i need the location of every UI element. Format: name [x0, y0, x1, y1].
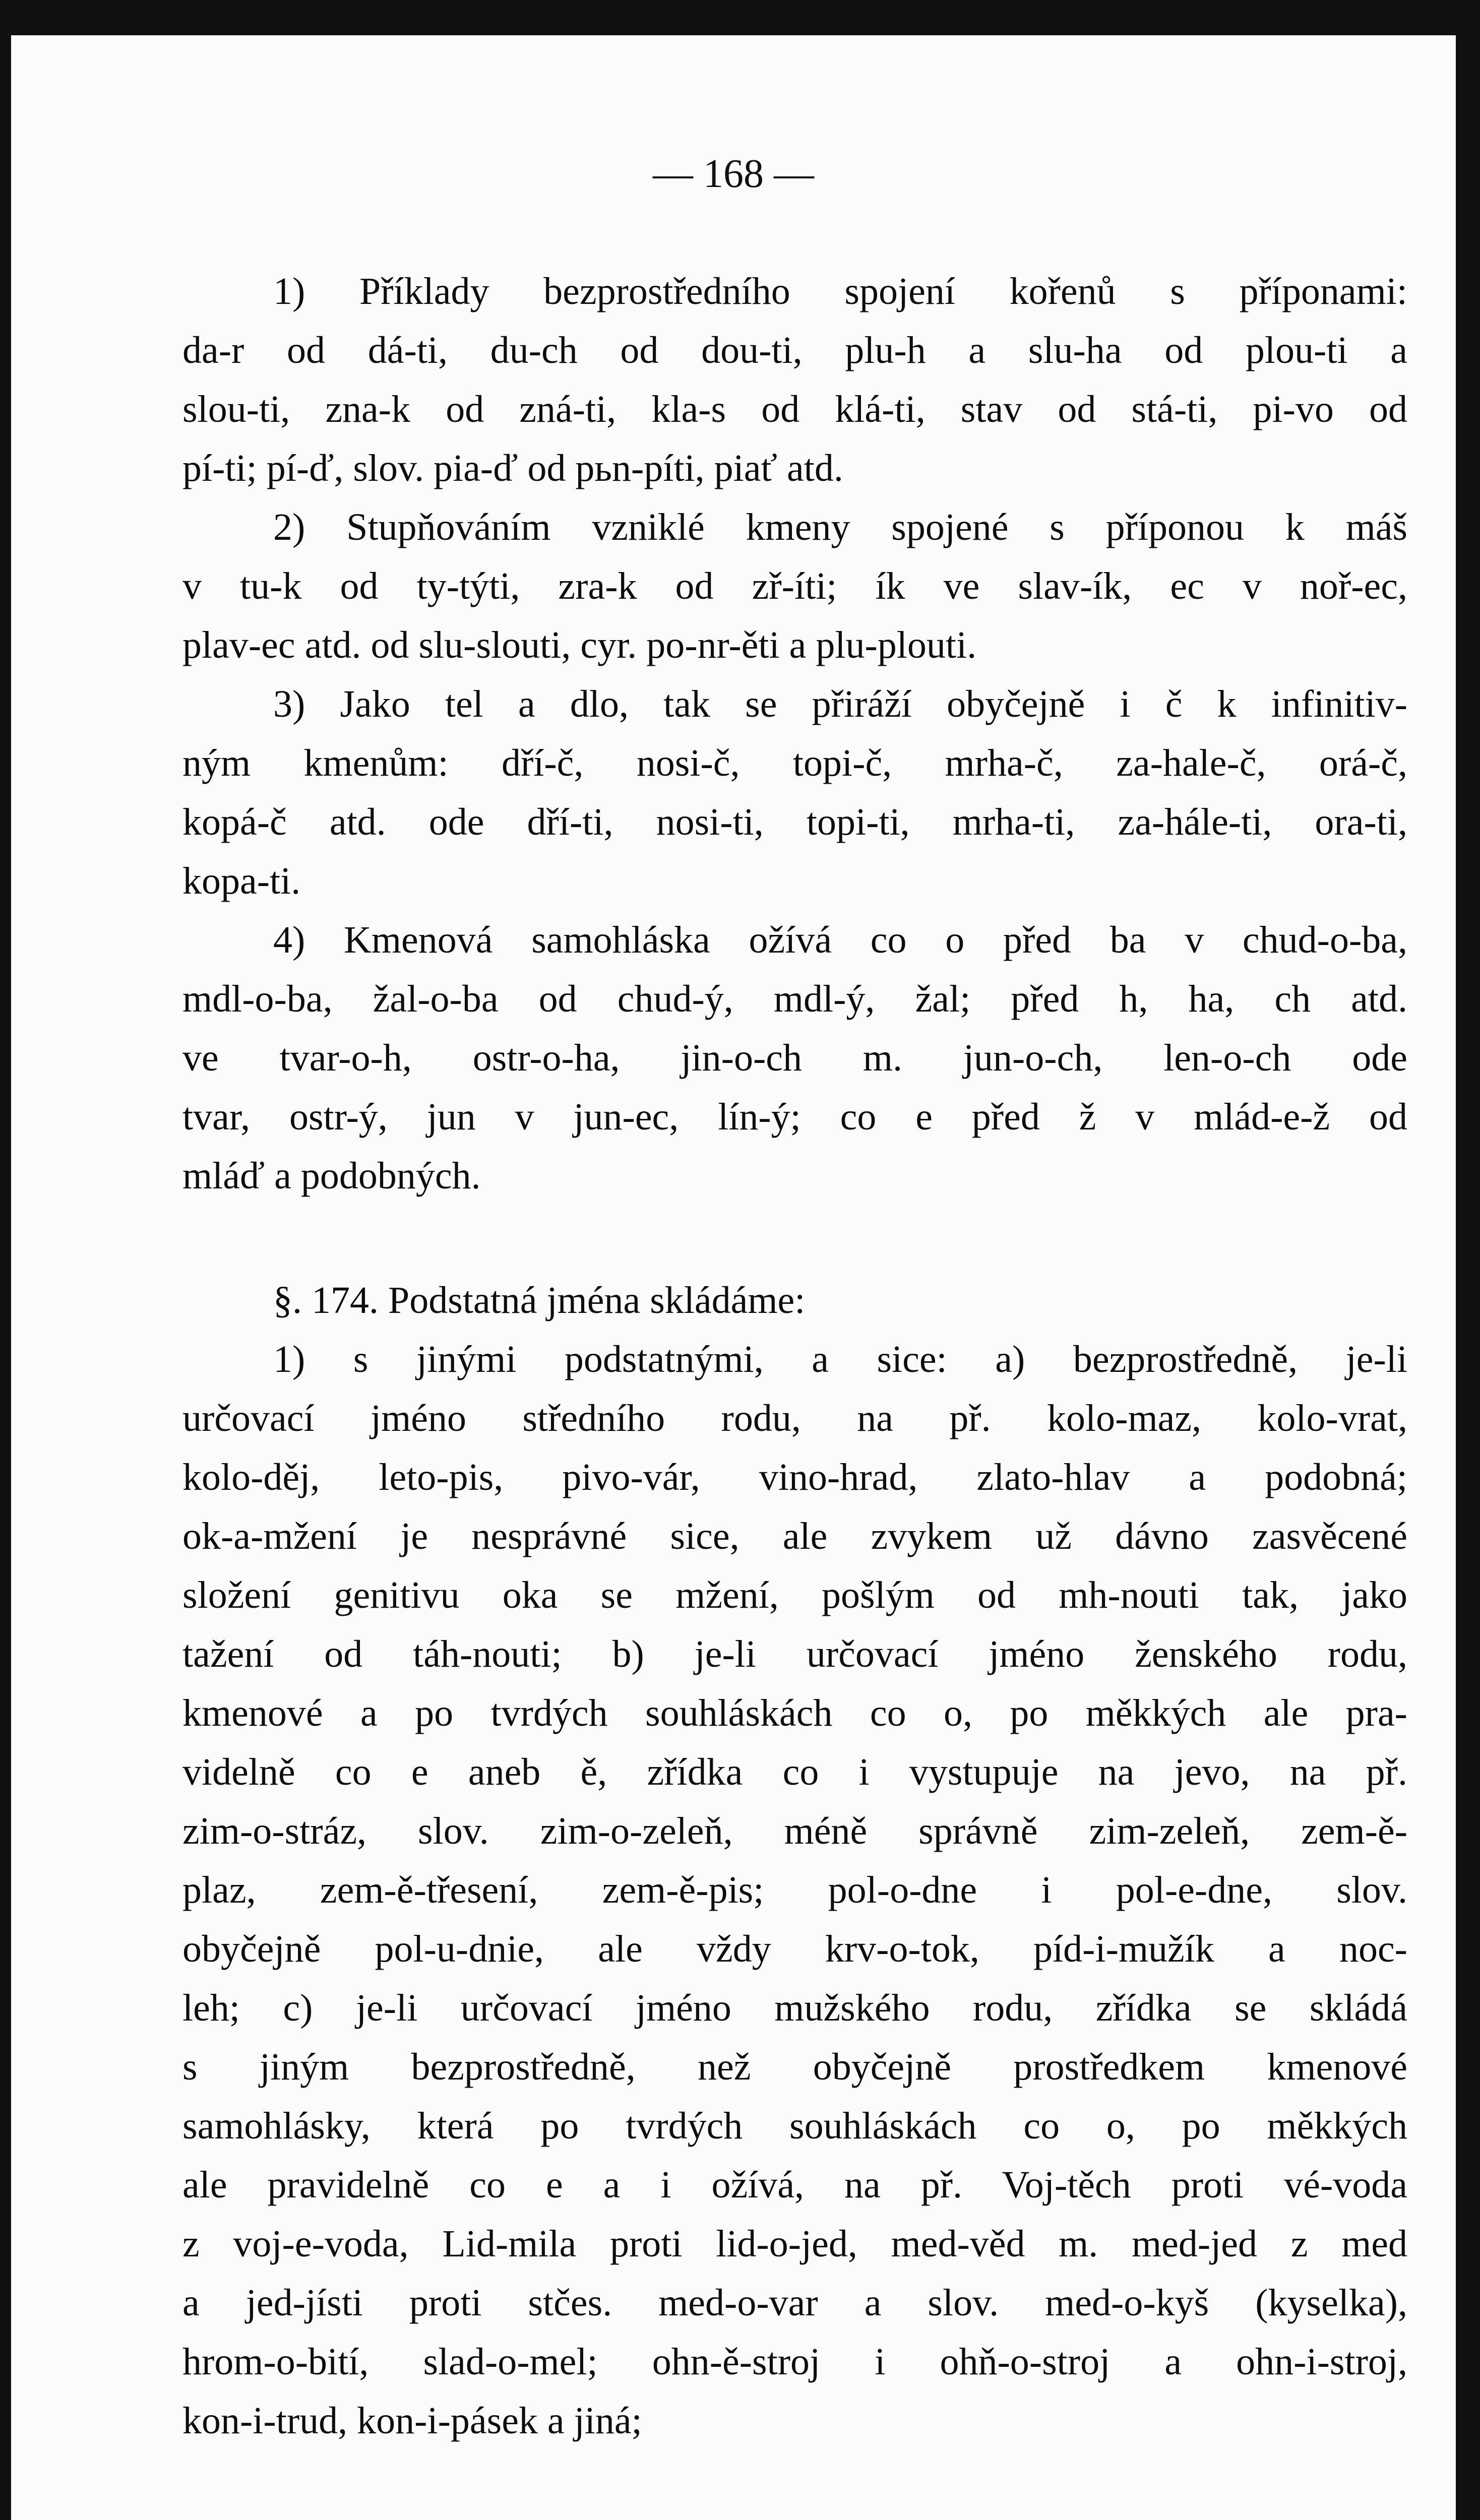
text-line: pí-ti; pí-ď, slov. pia-ď od pьn-píti, piať atd. — [182, 447, 843, 489]
text-line: určovací jméno středního rodu, na př. kolo-maz, kolo-vrat, — [182, 1397, 1407, 1439]
text-line: kon-i-trud, kon-i-pásek a jiná; — [182, 2400, 642, 2442]
text-line: kmenové a po tvrdých souhláskách co o, po měkkých ale pra- — [182, 1692, 1407, 1734]
paragraph-1 — [182, 262, 1407, 498]
text-line: 3) Jako tel a dlo, tak se přiráží obyčejně i č k infinitiv- — [273, 683, 1407, 725]
text-line: ným kmenům: dří-č, nosi-č, topi-č, mrha-č, za-hale-č, orá-č, — [182, 742, 1407, 784]
text-line: s jiným bezprostředně, než obyčejně prostředkem kmenové — [182, 2046, 1407, 2088]
text-line: kopa-ti. — [182, 860, 301, 902]
text-line: mláď a podobných. — [182, 1155, 481, 1197]
page-number: — 168 — — [653, 152, 814, 196]
text-line: kopá-č atd. ode dří-ti, nosi-ti, topi-ti, mrha-ti, za-hále-ti, ora-ti, — [182, 801, 1407, 843]
paragraph-4 — [182, 911, 1407, 1206]
body-text — [182, 262, 1407, 2450]
text-line: tažení od táh-nouti; b) je-li určovací jméno ženského rodu, — [182, 1633, 1407, 1675]
text-line: kolo-děj, leto-pis, pivo-vár, vino-hrad, zlato-hlav a podobná; — [182, 1456, 1407, 1498]
paragraph-5 — [182, 1330, 1407, 2450]
text-line: ve tvar-o-h, ostr-o-ha, jin-o-ch m. jun-o-ch, len-o-ch ode — [182, 1037, 1407, 1079]
text-line: a jed-jísti proti stčes. med-o-var a slov. med-o-kyš (kyselka), — [182, 2282, 1407, 2324]
text-line: plaz, zem-ě-třesení, zem-ě-pis; pol-o-dne i pol-e-dne, slov. — [182, 1869, 1407, 1911]
text-line: hrom-o-bití, slad-o-mel; ohn-ě-stroj i ohň-o-stroj a ohn-i-stroj, — [182, 2341, 1407, 2383]
book-page — [11, 35, 1456, 2520]
text-line: samohlásky, která po tvrdých souhláskách co o, po měkkých — [182, 2105, 1407, 2147]
text-line: plav-ec atd. od slu-slouti, cyr. po-nr-ěti a plu-plouti. — [182, 624, 977, 666]
text-line: videlně co e aneb ě, zřídka co i vystupuje na jevo, na př. — [182, 1751, 1407, 1793]
text-line: mdl-o-ba, žal-o-ba od chud-ý, mdl-ý, žal; před h, ha, ch atd. — [182, 978, 1407, 1020]
text-line: ok-a-mžení je nesprávné sice, ale zvykem už dávno zasvěcené — [182, 1515, 1407, 1557]
text-line: z voj-e-voda, Lid-mila proti lid-o-jed, med-věd m. med-jed z med — [182, 2223, 1407, 2265]
text-line: obyčejně pol-u-dnie, ale vždy krv-o-tok, píd-i-mužík a noc- — [182, 1928, 1407, 1970]
text-line: složení genitivu oka se mžení, pošlým od mh-nouti tak, jako — [182, 1574, 1407, 1616]
text-line: slou-ti, zna-k od zná-ti, kla-s od klá-ti, stav od stá-ti, pi-vo od — [182, 388, 1407, 430]
text-line: ale pravidelně co e a i ožívá, na př. Voj-těch proti vé-voda — [182, 2164, 1407, 2206]
paragraph-3 — [182, 675, 1407, 911]
text-line: da-r od dá-ti, du-ch od dou-ti, plu-h a slu-ha od plou-ti a — [182, 329, 1407, 371]
text-line: v tu-k od ty-týti, zra-k od zř-íti; ík ve slav-ík, ec v noř-ec, — [182, 565, 1407, 607]
text-line: 2) Stupňováním vzniklé kmeny spojené s příponou k máš — [273, 506, 1407, 548]
text-line: §. 174. Podstatná jména skládáme: — [273, 1279, 806, 1321]
paragraph-2 — [182, 498, 1407, 675]
text-line: 1) Příklady bezprostředního spojení kořenů s příponami: — [273, 270, 1407, 312]
text-line: 1) s jinými podstatnými, a sice: a) bezprostředně, je-li — [273, 1338, 1407, 1380]
text-line: 4) Kmenová samohláska ožívá co o před ba v chud-o-ba, — [273, 919, 1407, 961]
text-line: leh; c) je-li určovací jméno mužského rodu, zřídka se skládá — [182, 1987, 1407, 2029]
text-line: tvar, ostr-ý, jun v jun-ec, lín-ý; co e před ž v mlád-e-ž od — [182, 1096, 1407, 1138]
section-heading — [182, 1271, 1407, 1330]
text-line: zim-o-stráz, slov. zim-o-zeleň, méně správně zim-zeleň, zem-ě- — [182, 1810, 1407, 1852]
